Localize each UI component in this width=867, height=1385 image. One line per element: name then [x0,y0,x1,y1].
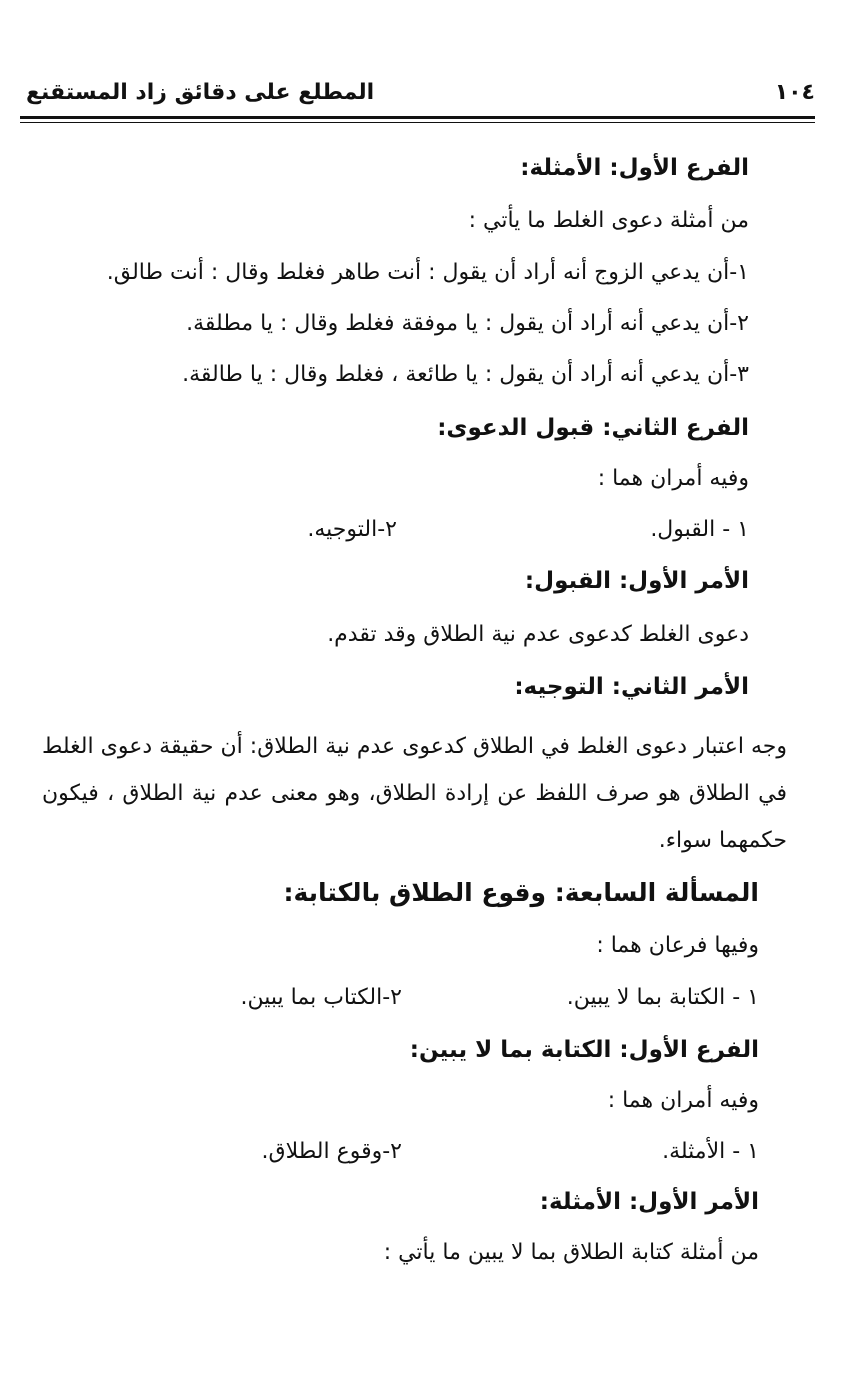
running-title: المطلع على دقائق زاد المستقنع [26,80,375,105]
list-item-writing-clear: ٢-الكتاب بما يبين. [240,985,402,1010]
page-header [20,78,815,120]
unclear-examples-intro: من أمثلة كتابة الطلاق بما لا يبين ما يأتي : [383,1240,759,1265]
heading-issue7-writing: المسألة السابعة: وقوع الطلاق بالكتابة: [283,878,759,907]
heading-matter2-justification: الأمر الثاني: التوجيه: [514,674,749,700]
two-matters-intro: وفيه أمران هما : [597,466,749,491]
justification-paragraph: وجه اعتبار دعوى الغلط في الطلاق كدعوى عدم نية الطلاق: أن حقيقة دعوى الغلط في الطلاق هو صرف اللفظ عن إرادة الطلاق، وهو معنى عدم نية الطلاق ، فيكون حكمهما سواء. [42,734,787,853]
list-item-acceptance: ١ - القبول. [650,517,749,542]
heading-branch1-unclear: الفرع الأول: الكتابة بما لا يبين: [409,1037,759,1063]
heading-matter1-acceptance: الأمر الأول: القبول: [524,568,749,594]
list-item-occurrence: ٢-وقوع الطلاق. [261,1139,402,1164]
two-branches-intro: وفيها فرعان هما : [596,933,759,958]
example-2: ٢-أن يدعي أنه أراد أن يقول : يا موفقة فغلط وقال : يا مطلقة. [186,311,749,336]
example-3: ٣-أن يدعي أنه أراد أن يقول : يا طائعة ، فغلط وقال : يا طالقة. [182,362,749,387]
header-rule-thick [20,116,815,119]
heading-branch1-examples: الفرع الأول: الأمثلة: [520,155,749,181]
list-item-writing-unclear: ١ - الكتابة بما لا يبين. [566,985,759,1010]
list-item-examples: ١ - الأمثلة. [662,1139,759,1164]
header-rule-thin [20,122,815,123]
page-number: ١٠٤ [774,80,815,105]
list-item-justification: ٢-التوجيه. [307,517,397,542]
example-1: ١-أن يدعي الزوج أنه أراد أن يقول : أنت طاهر فغلط وقال : أنت طالق. [106,260,749,285]
heading-matter1-examples: الأمر الأول: الأمثلة: [539,1189,759,1215]
two-matters-intro-2: وفيه أمران هما : [607,1088,759,1113]
examples-intro: من أمثلة دعوى الغلط ما يأتي : [468,208,749,233]
acceptance-text: دعوى الغلط كدعوى عدم نية الطلاق وقد تقدم. [327,622,749,647]
heading-branch2-acceptance: الفرع الثاني: قبول الدعوى: [437,415,749,441]
